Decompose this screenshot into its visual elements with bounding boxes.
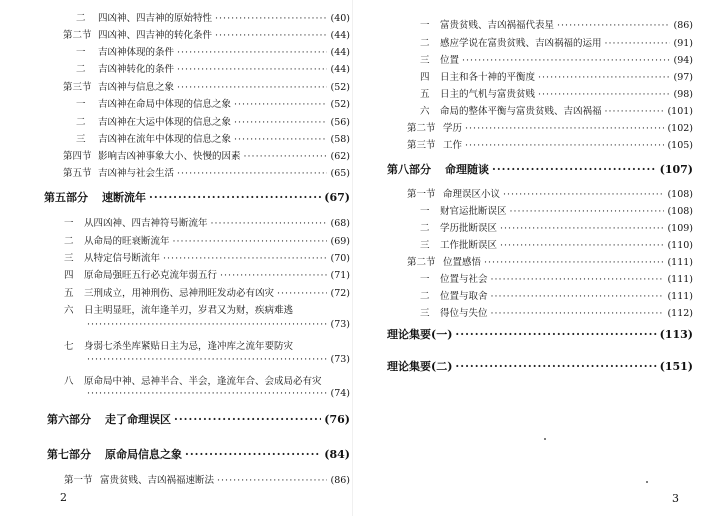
entry-page: (97): [673, 72, 693, 83]
leader-dots: [217, 475, 327, 486]
leader-dots: [173, 236, 328, 247]
entry-title: 位置与取舍: [440, 291, 488, 302]
toc-entry-wrapped[interactable]: [64, 302, 350, 316]
entry-title: 吉凶神与社会生活: [98, 168, 175, 179]
entry-page: (107): [659, 163, 693, 176]
entry-title: 四凶神、四吉神的原始特性: [98, 13, 213, 24]
entry-page: (73): [330, 319, 350, 330]
leader-dots: [484, 257, 664, 268]
entry-page: (56): [330, 117, 350, 128]
entry-title: 吉凶神在大运中体现的信息之象: [98, 117, 232, 128]
leader-dots: [491, 308, 665, 319]
leader-dots: [87, 319, 327, 330]
entry-title: 位置感悟: [443, 257, 482, 268]
entry-title: 吉凶神转化的条件: [98, 64, 175, 75]
entry-title: 日主明显旺，流年逢羊刃，岁君又为财，疾病难逃: [84, 305, 294, 316]
entry-title: 财官运批断误区: [440, 206, 507, 217]
scan-speck: [544, 438, 546, 440]
leader-dots: [149, 191, 321, 204]
entry-page: (102): [667, 123, 693, 134]
entry-index: 第四节: [63, 151, 92, 162]
leader-dots: [220, 270, 327, 281]
entry-index: 七: [64, 341, 74, 352]
entry-page: (98): [673, 89, 693, 100]
entry-index: 第三节: [407, 140, 436, 151]
entry-index: 二: [64, 236, 74, 247]
toc-entry[interactable]: [420, 17, 693, 31]
entry-index: 一: [76, 47, 86, 58]
entry-title: 位置: [440, 55, 460, 66]
entry-index: 三: [420, 308, 430, 319]
scan-speck: [646, 481, 648, 483]
entry-title: 富贵贫贱、吉凶祸福代表星: [440, 20, 555, 31]
toc-entry[interactable]: [420, 103, 693, 117]
toc-entry-wrapped[interactable]: [64, 373, 350, 387]
leader-dots: [87, 354, 327, 365]
toc-part-heading[interactable]: [387, 358, 693, 374]
toc-entry[interactable]: [420, 52, 693, 66]
entry-page: (109): [667, 223, 693, 234]
entry-page: (69): [330, 236, 350, 247]
toc-part-heading[interactable]: [44, 189, 350, 205]
entry-page: (105): [667, 140, 693, 151]
entry-index: 二: [76, 13, 86, 24]
entry-index: 第一节: [64, 475, 93, 486]
toc-entry[interactable]: [64, 472, 350, 486]
leader-dots: [234, 117, 327, 128]
entry-title: 走了命理误区: [105, 413, 171, 426]
entry-title: 理论集要(二): [387, 360, 453, 373]
toc-entry[interactable]: [407, 137, 693, 151]
toc-entry[interactable]: [76, 131, 350, 145]
entry-title: 四凶神、四吉神的转化条件: [98, 30, 213, 41]
entry-index: 二: [420, 291, 430, 302]
entry-title: 三刑成立，用神刑伤、忌神刑旺发动必有凶灾: [84, 288, 275, 299]
toc-entry[interactable]: [420, 220, 693, 234]
toc-entry[interactable]: [76, 44, 350, 58]
toc-entry[interactable]: [64, 267, 350, 281]
entry-title: 工作: [443, 140, 463, 151]
leader-dots: [605, 38, 671, 49]
entry-index: 五: [64, 288, 74, 299]
entry-index: 第二节: [63, 30, 92, 41]
toc-entry[interactable]: [76, 114, 350, 128]
leader-dots: [557, 20, 670, 31]
entry-title: 身弱七杀坐库紧贴日主为忌，逢冲库之流年要防灾: [84, 341, 294, 352]
entry-title: 日主和各十神的平衡度: [440, 72, 536, 83]
entry-index: 三: [420, 240, 430, 251]
toc-entry-continuation: [84, 319, 350, 330]
leader-dots: [491, 291, 665, 302]
entry-page: (91): [673, 38, 693, 49]
entry-title: 从命局的旺衰断流年: [84, 236, 170, 247]
entry-title: 吉凶神与信息之象: [98, 82, 175, 93]
entry-page: (52): [330, 82, 350, 93]
toc-entry[interactable]: [63, 79, 350, 93]
leader-dots: [234, 134, 327, 145]
leader-dots: [455, 328, 656, 341]
leader-dots: [234, 99, 327, 110]
entry-page: (71): [330, 270, 350, 281]
toc-entry[interactable]: [64, 215, 350, 229]
entry-title: 吉凶神在命局中体现的信息之象: [98, 99, 232, 110]
entry-index: 三: [64, 253, 74, 264]
leader-dots: [177, 82, 327, 93]
toc-part-heading[interactable]: [47, 411, 350, 427]
entry-title: 日主的气机与富贵贫贱: [440, 89, 536, 100]
entry-title: 学历: [443, 123, 463, 134]
entry-page: (70): [330, 253, 350, 264]
toc-entry[interactable]: [420, 69, 693, 83]
toc-entry[interactable]: [63, 27, 350, 41]
entry-title: 原命局中神、忌神半合、半会，逢流年合、会成局必有灾: [84, 376, 322, 387]
entry-page: (62): [330, 151, 350, 162]
entry-page: (111): [667, 257, 693, 268]
entry-title: 吉凶神体现的条件: [98, 47, 175, 58]
toc-entry[interactable]: [407, 120, 693, 134]
entry-index: 四: [420, 72, 430, 83]
entry-page: (44): [330, 30, 350, 41]
leader-dots: [163, 253, 327, 264]
leader-dots: [174, 413, 321, 426]
entry-page: (74): [330, 388, 350, 399]
entry-index: 四: [64, 270, 74, 281]
toc-entry[interactable]: [407, 254, 693, 268]
entry-title: 感应学说在富贵贫贱、吉凶祸福的运用: [440, 38, 602, 49]
entry-index: 二: [420, 223, 430, 234]
entry-page: (94): [673, 55, 693, 66]
entry-page: (58): [330, 134, 350, 145]
entry-title: 原命局信息之象: [105, 448, 182, 461]
entry-page: (110): [667, 240, 693, 251]
entry-page: (73): [330, 354, 350, 365]
leader-dots: [277, 288, 327, 299]
leader-dots: [500, 223, 664, 234]
entry-title: 工作批断误区: [440, 240, 498, 251]
leader-dots: [185, 448, 321, 461]
entry-index: 第五节: [63, 168, 92, 179]
entry-title: 影响吉凶神事象大小、快慢的因素: [98, 151, 241, 162]
entry-index: 一: [420, 274, 430, 285]
toc-entry[interactable]: [420, 35, 693, 49]
entry-title: 命局的整体平衡与富贵贫贱、吉凶祸福: [440, 106, 602, 117]
entry-index: 第一节: [407, 189, 436, 200]
entry-title: 位置与社会: [440, 274, 488, 285]
leader-dots: [462, 55, 670, 66]
entry-index: 第八部分: [387, 163, 431, 176]
entry-index: 第二节: [407, 257, 436, 268]
entry-page: (112): [667, 308, 693, 319]
toc-entry[interactable]: [420, 305, 693, 319]
entry-index: 一: [64, 218, 74, 229]
entry-index: 二: [420, 38, 430, 49]
entry-index: 一: [76, 99, 86, 110]
leader-dots: [177, 47, 327, 58]
entry-index: 第二节: [407, 123, 436, 134]
page-number: 3: [672, 492, 679, 505]
entry-page: (44): [330, 64, 350, 75]
entry-page: (101): [667, 106, 693, 117]
leader-dots: [503, 189, 664, 200]
entry-page: (108): [667, 189, 693, 200]
entry-index: 一: [420, 20, 430, 31]
entry-title: 富贵贫贱、吉凶祸福速断法: [100, 475, 215, 486]
entry-index: 六: [420, 106, 430, 117]
entry-title: 理论集要(一): [387, 328, 453, 341]
entry-title: 吉凶神在流年中体现的信息之象: [98, 134, 232, 145]
entry-title: 得位与失位: [440, 308, 488, 319]
entry-index: 二: [76, 117, 86, 128]
toc-entry[interactable]: [64, 285, 350, 299]
leader-dots: [244, 151, 328, 162]
toc-entry[interactable]: [64, 233, 350, 247]
entry-title: 学历批断误区: [440, 223, 498, 234]
leader-dots: [605, 106, 665, 117]
leader-dots: [455, 360, 656, 373]
leader-dots: [510, 206, 665, 217]
entry-page: (76): [324, 413, 350, 426]
toc-entry-continuation: [84, 354, 350, 365]
entry-page: (67): [324, 191, 350, 204]
entry-page: (111): [667, 274, 693, 285]
entry-index: 第六部分: [47, 413, 91, 426]
entry-index: 八: [64, 376, 74, 387]
toc-entry[interactable]: [64, 250, 350, 264]
leader-dots: [538, 72, 670, 83]
entry-index: 第三节: [63, 82, 92, 93]
toc-part-heading[interactable]: [47, 446, 350, 462]
toc-entry[interactable]: [63, 148, 350, 162]
toc-entry-wrapped[interactable]: [64, 338, 350, 352]
toc-entry[interactable]: [76, 61, 350, 75]
entry-page: (72): [330, 288, 350, 299]
toc-entry[interactable]: [420, 271, 693, 285]
entry-page: (40): [330, 13, 350, 24]
entry-page: (65): [330, 168, 350, 179]
leader-dots: [177, 64, 327, 75]
toc-entry[interactable]: [420, 203, 693, 217]
entry-index: 三: [76, 134, 86, 145]
entry-page: (84): [324, 448, 350, 461]
toc-part-heading[interactable]: [387, 326, 693, 342]
entry-title: 从四凶神、四吉神符号断流年: [84, 218, 208, 229]
entry-title: 原命局强旺五行必克流年弱五行: [84, 270, 218, 281]
entry-title: 命理随谈: [445, 163, 489, 176]
leader-dots: [492, 163, 657, 176]
leader-dots: [491, 274, 665, 285]
entry-page: (151): [659, 360, 693, 373]
entry-title: 命理误区小议: [443, 189, 501, 200]
page-number: 2: [60, 491, 67, 504]
toc-entry-continuation: [84, 388, 350, 399]
leader-dots: [465, 123, 664, 134]
entry-page: (113): [659, 328, 693, 341]
leader-dots: [215, 13, 327, 24]
toc-entry[interactable]: [420, 237, 693, 251]
toc-part-heading[interactable]: [387, 161, 693, 177]
toc-entry[interactable]: [420, 288, 693, 302]
entry-page: (52): [330, 99, 350, 110]
entry-page: (108): [667, 206, 693, 217]
entry-index: 三: [420, 55, 430, 66]
toc-entry[interactable]: [407, 186, 693, 200]
entry-index: 第五部分: [44, 191, 88, 204]
entry-title: 速断流年: [102, 191, 146, 204]
leader-dots: [538, 89, 670, 100]
entry-page: (86): [330, 475, 350, 486]
leader-dots: [211, 218, 328, 229]
entry-page: (86): [673, 20, 693, 31]
entry-title: 从特定信号断流年: [84, 253, 161, 264]
entry-page: (44): [330, 47, 350, 58]
toc-entry[interactable]: [76, 10, 350, 24]
spine-divider: [352, 0, 353, 516]
entry-page: (111): [667, 291, 693, 302]
leader-dots: [215, 30, 327, 41]
entry-index: 一: [420, 206, 430, 217]
toc-entry[interactable]: [76, 96, 350, 110]
entry-index: 第七部分: [47, 448, 91, 461]
entry-page: (68): [330, 218, 350, 229]
leader-dots: [500, 240, 664, 251]
toc-entry[interactable]: [63, 165, 350, 179]
entry-index: 六: [64, 305, 74, 316]
entry-index: 二: [76, 64, 86, 75]
leader-dots: [177, 168, 327, 179]
entry-index: 五: [420, 89, 430, 100]
leader-dots: [465, 140, 664, 151]
toc-entry[interactable]: [420, 86, 693, 100]
leader-dots: [87, 388, 327, 399]
